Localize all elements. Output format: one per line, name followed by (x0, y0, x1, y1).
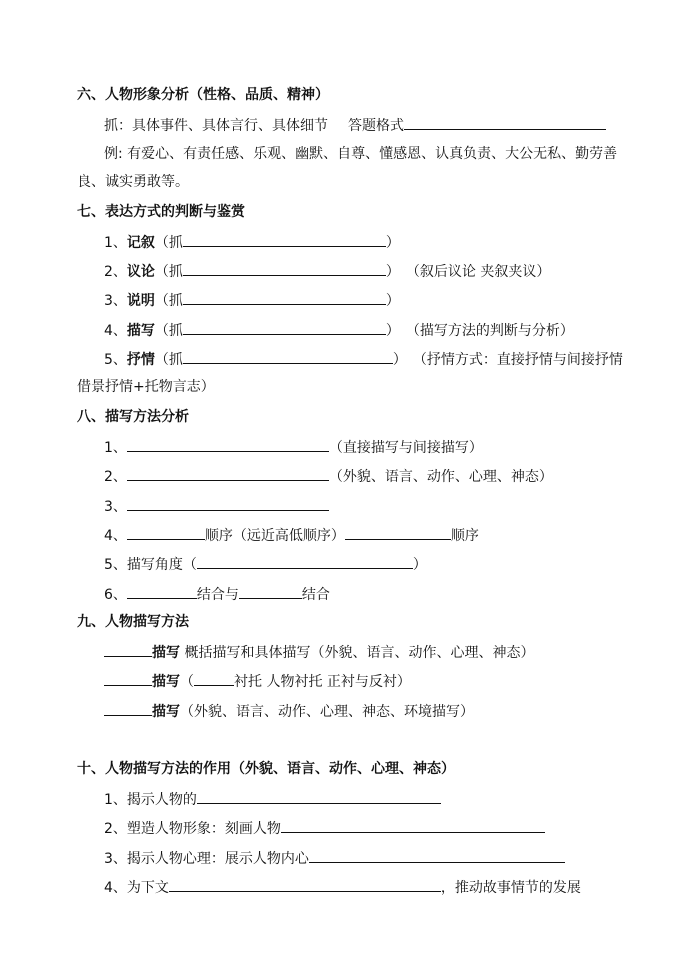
s8-blank-3[interactable] (127, 495, 329, 511)
item-note: （叙后议论 夹叙夹议） (405, 264, 551, 280)
item-open: （抓 (154, 293, 183, 309)
item-text: 衬托 人物衬托 正衬与反衬） (234, 674, 411, 690)
section-6-grab-line (104, 114, 606, 134)
example-line-2: 良、诚实勇敢等。 (77, 174, 189, 190)
item-name: 记叙 (126, 235, 155, 251)
s8-blank-2[interactable] (127, 465, 329, 481)
item-number: 2、 (104, 264, 127, 280)
s8-item-4 (104, 524, 479, 544)
item-number: 3、 (104, 499, 127, 515)
grab-text: 抓：具体事件、具体言行、具体细节 (104, 118, 328, 134)
s8-item-3 (104, 495, 329, 515)
s9-blank-1[interactable] (104, 641, 152, 657)
item-close: ） (385, 235, 400, 251)
s7-item-1 (104, 231, 400, 251)
item-open: （抓 (154, 235, 183, 251)
item-note: （外貌、语言、动作、心理、神态） (328, 469, 553, 485)
s8-item-2 (104, 465, 553, 485)
item-text: 描写角度（ (126, 557, 197, 573)
item-number: 5、 (104, 557, 127, 573)
item-close: ） (392, 352, 407, 368)
s7-item-3 (104, 289, 400, 309)
item-open: （抓 (154, 323, 183, 339)
item-open: （抓 (154, 264, 183, 280)
item-number: 5、 (104, 352, 127, 368)
s10-line-4 (104, 876, 581, 896)
item-name: 描写 (152, 645, 180, 661)
s8-item-6 (104, 583, 330, 603)
item-close: ） (385, 264, 400, 280)
section-10-title: 十、人物描写方法的作用（外貌、语言、动作、心理、神态） (77, 761, 455, 777)
item-text: 2、塑造人物形象：刻画人物 (104, 821, 281, 837)
section-8-title: 八、描写方法分析 (77, 409, 189, 425)
item-close: ） (385, 323, 400, 339)
item-text: 3、揭示人物心理：展示人物内心 (104, 851, 309, 867)
item-number: 4、 (104, 528, 127, 544)
s10-line-2 (104, 817, 545, 837)
item-name: 描写 (126, 323, 155, 339)
item-name: 抒情 (126, 352, 155, 368)
item-name: 说明 (126, 293, 155, 309)
s9-blank-3[interactable] (104, 700, 152, 716)
item-close: ） (385, 293, 400, 309)
item-text: （外貌、语言、动作、心理、神态、环境描写） (180, 704, 474, 720)
item-number: 1、 (104, 440, 127, 456)
item-text: 概括描写和具体描写（外貌、语言、动作、心理、神态） (180, 645, 535, 661)
s7-blank-2[interactable] (183, 260, 386, 276)
item-number: 6、 (104, 587, 127, 603)
example-line-1: 例: 有爱心、有责任感、乐观、幽默、自尊、懂感恩、认真负责、大公无私、勤劳善 (104, 146, 618, 162)
item-note: （抒情方式：直接抒情与间接抒情 (412, 352, 623, 368)
item-open: （抓 (154, 352, 183, 368)
s8-blank-6b[interactable] (239, 583, 302, 599)
item-text: 顺序（远近高低顺序） (204, 528, 345, 544)
section-9-title: 九、人物描写方法 (77, 614, 189, 630)
item-number: 3、 (104, 293, 127, 309)
s7-item-5-wrap: 借景抒情+托物言志） (77, 379, 215, 395)
s7-blank-5[interactable] (183, 348, 393, 364)
s10-blank-2[interactable] (281, 817, 545, 833)
item-number: 2、 (104, 469, 127, 485)
s9-blank-2[interactable] (104, 670, 152, 686)
item-name: 描写 (152, 674, 180, 690)
s10-blank-1[interactable] (197, 788, 441, 804)
s8-blank-6a[interactable] (127, 583, 197, 599)
item-text: 4、为下文 (104, 880, 169, 896)
s8-blank-4a[interactable] (127, 524, 205, 540)
s8-blank-1[interactable] (127, 436, 329, 452)
s7-blank-4[interactable] (183, 319, 386, 335)
s7-blank-3[interactable] (183, 289, 386, 305)
item-close: ） (412, 557, 427, 573)
s10-line-1 (104, 788, 441, 808)
item-note: （描写方法的判断与分析） (405, 323, 574, 339)
format-label: 答题格式 (348, 118, 404, 134)
item-number: 1、 (104, 235, 127, 251)
item-text: 结合 (301, 587, 330, 603)
s10-blank-4[interactable] (169, 876, 441, 892)
s7-item-5 (104, 348, 623, 368)
section-6-title: 六、人物形象分析（性格、品质、精神） (77, 87, 329, 103)
s8-blank-5[interactable] (197, 553, 413, 569)
s7-item-2 (104, 260, 550, 280)
s8-blank-4b[interactable] (345, 524, 451, 540)
s10-blank-3[interactable] (309, 847, 565, 863)
s9-row-1 (104, 641, 534, 661)
item-note: （直接描写与间接描写） (328, 440, 483, 456)
s10-line-3 (104, 847, 565, 867)
s9-row-2 (104, 670, 411, 690)
item-open: （ (180, 674, 194, 690)
item-text: 顺序 (450, 528, 479, 544)
s8-item-1 (104, 436, 483, 456)
section-7-title: 七、表达方式的判断与鉴赏 (77, 204, 245, 220)
item-text: 1、揭示人物的 (104, 792, 197, 808)
s7-item-4 (104, 319, 574, 339)
s9-blank-2b[interactable] (194, 670, 234, 686)
item-text: 结合与 (196, 587, 239, 603)
item-number: 4、 (104, 323, 127, 339)
format-blank[interactable] (404, 114, 606, 130)
s7-blank-1[interactable] (183, 231, 386, 247)
item-name: 议论 (126, 264, 155, 280)
item-text: ，推动故事情节的发展 (440, 880, 581, 896)
s9-row-3 (104, 700, 474, 720)
s8-item-5 (104, 553, 427, 573)
item-name: 描写 (152, 704, 180, 720)
